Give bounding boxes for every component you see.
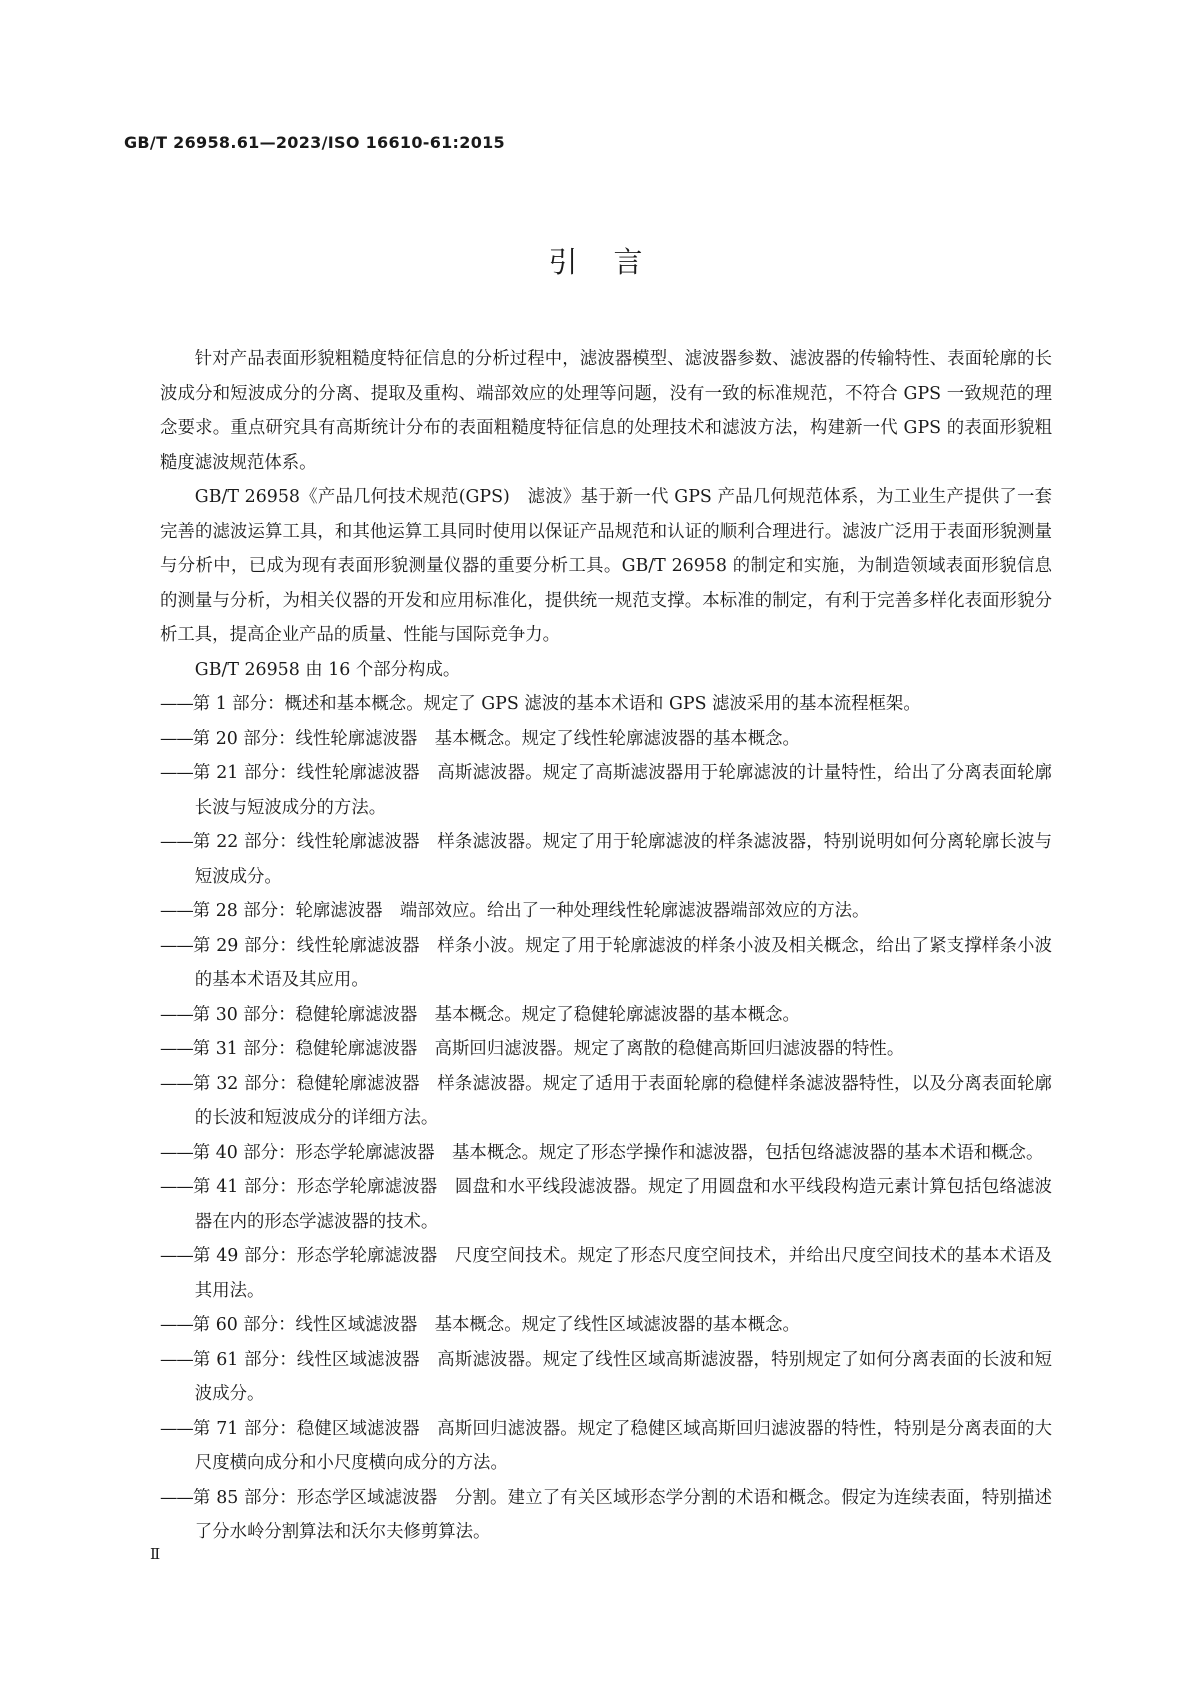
list-item: ——第 28 部分：轮廓滤波器 端部效应。给出了一种处理线性轮廓滤波器端部效应的方法。: [160, 901, 870, 921]
list-item: ——第 61 部分：线性区域滤波器 高斯滤波器。规定了线性区域高斯滤波器，特别规定了如何分离表面的长波和短波成分。: [160, 1349, 1052, 1404]
list-item: ——第 31 部分：稳健轮廓滤波器 高斯回归滤波器。规定了离散的稳健高斯回归滤波器的特性。: [160, 1039, 905, 1059]
list-item: ——第 30 部分：稳健轮廓滤波器 基本概念。规定了稳健轮廓滤波器的基本概念。: [160, 1004, 800, 1025]
intro-paragraph-2: GB/T 26958《产品几何技术规范(GPS) 滤波》基于新一代 GPS 产品几何规范体系，为工业生产提供了一套完善的滤波运算工具，和其他运算工具同时使用以保证产品规范和认证的顺利合理进行。滤波广泛用于表面形貌测量与分析中，已成为现有表面形貌测量仪器的重要分析工具。GB/T 26958 的制定和实施，为制造领域表面形貌信息的测量与分析，为相关仪器的开发和应用标准化，提供统一规范支撑。本标准的制定，有利于完善多样化表面形貌分析工具，提高企业产品的质量、性能与国际竞争力。: [160, 487, 1052, 645]
list-item: ——第 49 部分：形态学轮廓滤波器 尺度空间技术。规定了形态尺度空间技术，并给出尺度空间技术的基本术语及其用法。: [160, 1246, 1052, 1301]
list-item: ——第 29 部分：线性轮廓滤波器 样条小波。规定了用于轮廓滤波的样条小波及相关概念，给出了紧支撑样条小波的基本术语及其应用。: [160, 935, 1052, 990]
list-item: ——第 60 部分：线性区域滤波器 基本概念。规定了线性区域滤波器的基本概念。: [160, 1315, 800, 1335]
page-title: 引言: [548, 245, 679, 279]
list-item: ——第 41 部分：形态学轮廓滤波器 圆盘和水平线段滤波器。规定了用圆盘和水平线段构造元素计算包括包络滤波器在内的形态学滤波器的技术。: [160, 1177, 1052, 1232]
page-number: Ⅱ: [150, 1545, 161, 1563]
parts-list: [160, 687, 1052, 1550]
document-body: [160, 342, 1052, 1550]
list-item: ——第 40 部分：形态学轮廓滤波器 基本概念。规定了形态学操作和滤波器，包括包络滤波器的基本术语和概念。: [160, 1142, 1044, 1163]
list-item: ——第 85 部分：形态学区域滤波器 分割。建立了有关区域形态学分割的术语和概念。假定为连续表面，特别描述了分水岭分割算法和沃尔夫修剪算法。: [160, 1487, 1052, 1542]
list-item: ——第 20 部分：线性轮廓滤波器 基本概念。规定了线性轮廓滤波器的基本概念。: [160, 728, 800, 749]
intro-paragraph-1: 针对产品表面形貌粗糙度特征信息的分析过程中，滤波器模型、滤波器参数、滤波器的传输特性、表面轮廓的长波成分和短波成分的分离、提取及重构、端部效应的处理等问题，没有一致的标准规范，不符合 GPS 一致规范的理念要求。重点研究具有高斯统计分布的表面粗糙度特征信息的处理技术和滤波方法，构建新一代 GPS 的表面形貌粗糙度滤波规范体系。: [160, 349, 1052, 473]
list-item: ——第 21 部分：线性轮廓滤波器 高斯滤波器。规定了高斯滤波器用于轮廓滤波的计量特性，给出了分离表面轮廓长波与短波成分的方法。: [160, 763, 1052, 818]
list-item: ——第 22 部分：线性轮廓滤波器 样条滤波器。规定了用于轮廓滤波的样条滤波器，特别说明如何分离轮廓长波与短波成分。: [160, 832, 1052, 887]
list-item: ——第 1 部分：概述和基本概念。规定了 GPS 滤波的基本术语和 GPS 滤波采用的基本流程框架。: [160, 694, 921, 714]
list-item: ——第 32 部分：稳健轮廓滤波器 样条滤波器。规定了适用于表面轮廓的稳健样条滤波器特性，以及分离表面轮廓的长波和短波成分的详细方法。: [160, 1073, 1052, 1128]
list-item: ——第 71 部分：稳健区域滤波器 高斯回归滤波器。规定了稳健区域高斯回归滤波器的特性，特别是分离表面的大尺度横向成分和小尺度横向成分的方法。: [160, 1418, 1052, 1473]
document-header: GB/T 26958.61—2023/ISO 16610-61:2015: [124, 133, 505, 152]
intro-paragraph-3: GB/T 26958 由 16 个部分构成。: [194, 659, 461, 680]
